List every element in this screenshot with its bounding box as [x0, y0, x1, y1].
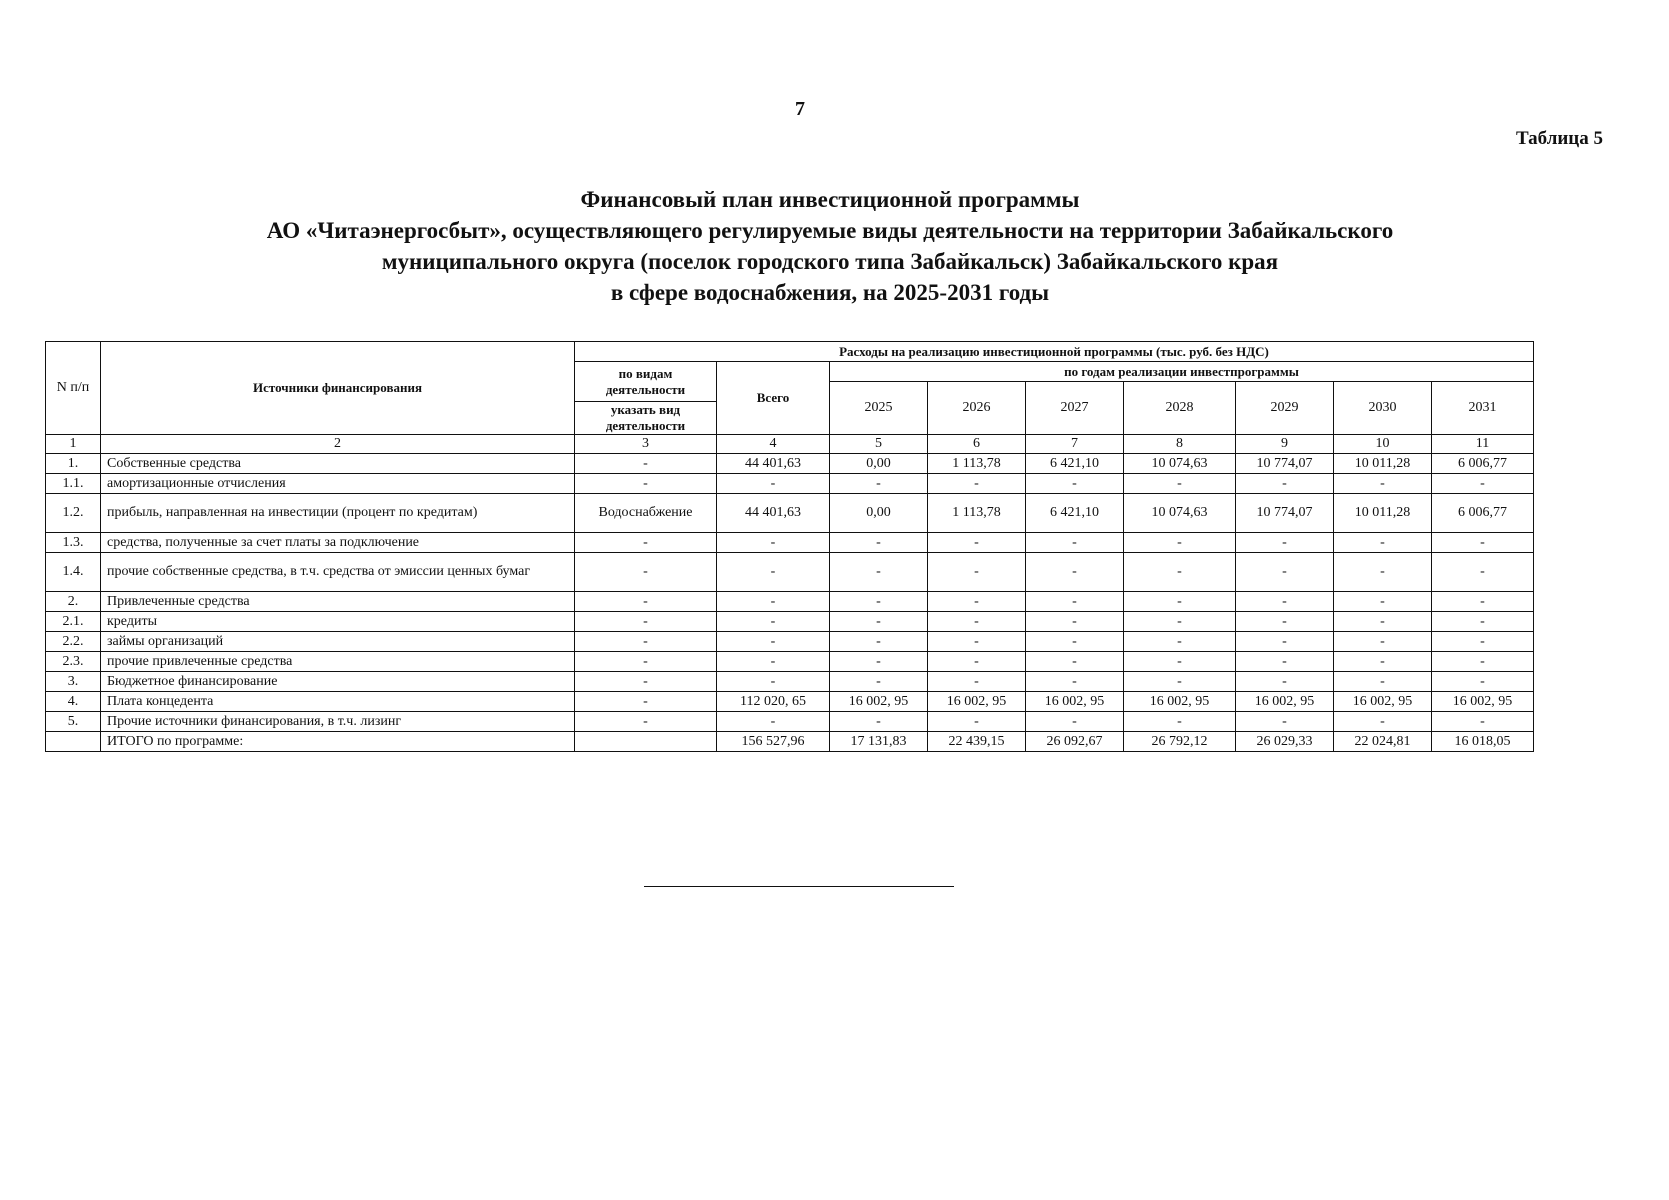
row-number: 2.3.: [46, 652, 101, 672]
row-activity: -: [575, 672, 717, 692]
row-year-value: 16 002, 95: [1236, 692, 1334, 712]
row-year-value: 16 002, 95: [1334, 692, 1432, 712]
row-year-value: -: [830, 553, 928, 592]
row-source-name: займы организаций: [101, 632, 575, 652]
row-year-value: 26 029,33: [1236, 732, 1334, 752]
row-year-value: -: [1026, 474, 1124, 494]
row-year-value: -: [1334, 612, 1432, 632]
row-total: -: [717, 533, 830, 553]
row-number: 2.1.: [46, 612, 101, 632]
table-row: [46, 712, 1534, 732]
row-year-value: -: [1334, 672, 1432, 692]
row-activity: -: [575, 632, 717, 652]
row-activity: -: [575, 553, 717, 592]
row-year-value: 6 006,77: [1432, 454, 1534, 474]
row-year-value: -: [1124, 533, 1236, 553]
row-year-value: -: [928, 533, 1026, 553]
row-activity: -: [575, 454, 717, 474]
column-number: 1: [46, 435, 101, 454]
row-year-value: -: [1236, 652, 1334, 672]
row-source-name: амортизационные отчисления: [101, 474, 575, 494]
page-number: 7: [795, 98, 805, 120]
header-total: Всего: [717, 362, 830, 435]
row-year-value: 10 774,07: [1236, 454, 1334, 474]
table-row: [46, 553, 1534, 592]
row-total: -: [717, 652, 830, 672]
row-activity: Водоснабжение: [575, 494, 717, 533]
row-source-name: Прочие источники финансирования, в т.ч. лизинг: [101, 712, 575, 732]
row-total: -: [717, 672, 830, 692]
table-header: [46, 342, 1534, 435]
row-year-value: -: [1236, 553, 1334, 592]
row-year-value: -: [1334, 592, 1432, 612]
bottom-divider: [644, 886, 954, 887]
row-source-name: Привлеченные средства: [101, 592, 575, 612]
column-number: 8: [1124, 435, 1236, 454]
row-year-value: -: [1432, 474, 1534, 494]
row-year-value: -: [1334, 533, 1432, 553]
row-total: -: [717, 632, 830, 652]
row-year-value: -: [928, 474, 1026, 494]
row-total: -: [717, 553, 830, 592]
table-row: [46, 592, 1534, 612]
row-year-value: 26 792,12: [1124, 732, 1236, 752]
row-year-value: -: [1124, 672, 1236, 692]
header-year-2028: 2028: [1124, 382, 1236, 435]
row-year-value: 16 018,05: [1432, 732, 1534, 752]
table-row: [46, 652, 1534, 672]
row-year-value: -: [1334, 652, 1432, 672]
row-year-value: 10 011,28: [1334, 494, 1432, 533]
row-year-value: -: [928, 672, 1026, 692]
column-number: 11: [1432, 435, 1534, 454]
row-source-name: прибыль, направленная на инвестиции (процент по кредитам): [101, 494, 575, 533]
row-number: 3.: [46, 672, 101, 692]
row-year-value: -: [1432, 533, 1534, 553]
row-year-value: -: [1026, 652, 1124, 672]
row-total: 44 401,63: [717, 494, 830, 533]
row-year-value: -: [830, 612, 928, 632]
row-year-value: -: [1124, 553, 1236, 592]
row-year-value: -: [1124, 652, 1236, 672]
column-number: 4: [717, 435, 830, 454]
row-number: 1.4.: [46, 553, 101, 592]
row-year-value: 10 074,63: [1124, 454, 1236, 474]
title-line-4: в сфере водоснабжения, на 2025-2031 годы: [610, 280, 1050, 305]
row-year-value: -: [830, 592, 928, 612]
row-year-value: 10 011,28: [1334, 454, 1432, 474]
row-activity: -: [575, 652, 717, 672]
row-year-value: -: [1236, 712, 1334, 732]
row-year-value: -: [1432, 672, 1534, 692]
row-year-value: -: [928, 632, 1026, 652]
row-year-value: -: [1124, 592, 1236, 612]
header-source: Источники финансирования: [101, 342, 575, 435]
document-title: [130, 184, 1530, 308]
header-year-2029: 2029: [1236, 382, 1334, 435]
header-year-2026: 2026: [928, 382, 1026, 435]
column-number: 7: [1026, 435, 1124, 454]
header-year-2027: 2027: [1026, 382, 1124, 435]
row-year-value: -: [928, 652, 1026, 672]
row-source-name: прочие собственные средства, в т.ч. средства от эмиссии ценных бумаг: [101, 553, 575, 592]
row-number: [46, 732, 101, 752]
column-number: 10: [1334, 435, 1432, 454]
row-total: 112 020, 65: [717, 692, 830, 712]
row-year-value: -: [1236, 632, 1334, 652]
row-year-value: 0,00: [830, 454, 928, 474]
row-number: 1.1.: [46, 474, 101, 494]
row-year-value: -: [1236, 592, 1334, 612]
row-year-value: -: [1236, 474, 1334, 494]
row-year-value: -: [928, 592, 1026, 612]
row-number: 2.2.: [46, 632, 101, 652]
row-source-name: кредиты: [101, 612, 575, 632]
row-year-value: 26 092,67: [1026, 732, 1124, 752]
table-row: [46, 692, 1534, 712]
row-year-value: -: [1334, 712, 1432, 732]
row-number: 1.: [46, 454, 101, 474]
row-activity: -: [575, 712, 717, 732]
row-year-value: -: [1334, 632, 1432, 652]
row-source-name: Бюджетное финансирование: [101, 672, 575, 692]
row-year-value: -: [928, 612, 1026, 632]
row-year-value: -: [830, 652, 928, 672]
column-number: 5: [830, 435, 928, 454]
row-year-value: 1 113,78: [928, 494, 1026, 533]
row-source-name: ИТОГО по программе:: [101, 732, 575, 752]
row-number: 1.2.: [46, 494, 101, 533]
title-line-1: Финансовый план инвестиционной программы: [580, 187, 1080, 212]
row-year-value: -: [1026, 612, 1124, 632]
row-year-value: 6 421,10: [1026, 454, 1124, 474]
row-year-value: -: [1236, 612, 1334, 632]
row-year-value: -: [1432, 652, 1534, 672]
table-row: [46, 732, 1534, 752]
row-activity: -: [575, 592, 717, 612]
header-year-2025: 2025: [830, 382, 928, 435]
row-year-value: -: [1026, 553, 1124, 592]
header-specify-activity: указать вид деятельности: [575, 402, 717, 435]
column-number: 2: [101, 435, 575, 454]
row-year-value: -: [1124, 474, 1236, 494]
row-year-value: -: [1026, 592, 1124, 612]
column-number-row: [46, 435, 1534, 454]
row-year-value: -: [1124, 712, 1236, 732]
row-year-value: -: [1026, 672, 1124, 692]
row-total: 44 401,63: [717, 454, 830, 474]
table-row: [46, 454, 1534, 474]
column-number: 6: [928, 435, 1026, 454]
title-line-2: АО «Читаэнергосбыт», осуществляющего регулируемые виды деятельности на территории Забайкальского: [266, 218, 1394, 243]
row-year-value: 16 002, 95: [1026, 692, 1124, 712]
table-row: [46, 612, 1534, 632]
row-source-name: средства, полученные за счет платы за подключение: [101, 533, 575, 553]
table-label: Таблица 5: [1515, 128, 1603, 149]
row-year-value: 16 002, 95: [928, 692, 1026, 712]
header-num: N п/п: [46, 342, 101, 435]
row-total: -: [717, 712, 830, 732]
row-year-value: -: [1334, 474, 1432, 494]
row-source-name: Плата концедента: [101, 692, 575, 712]
column-number: 9: [1236, 435, 1334, 454]
table-body: [46, 435, 1534, 752]
financial-plan-table: [45, 341, 1534, 752]
row-year-value: -: [830, 632, 928, 652]
row-number: 1.3.: [46, 533, 101, 553]
header-by-years: по годам реализации инвестпрограммы: [830, 362, 1534, 382]
row-year-value: -: [1432, 592, 1534, 612]
row-number: 5.: [46, 712, 101, 732]
row-year-value: -: [1236, 672, 1334, 692]
table-row: [46, 632, 1534, 652]
table-row: [46, 533, 1534, 553]
header-by-activity: по видам деятельности: [575, 362, 717, 402]
row-year-value: -: [1236, 533, 1334, 553]
title-line-3: муниципального округа (поселок городского типа Забайкальск) Забайкальского края: [381, 249, 1279, 274]
row-year-value: 16 002, 95: [1124, 692, 1236, 712]
row-year-value: -: [830, 672, 928, 692]
header-expenses: Расходы на реализацию инвестиционной программы (тыс. руб. без НДС): [575, 342, 1534, 362]
row-year-value: -: [1432, 632, 1534, 652]
row-year-value: 22 024,81: [1334, 732, 1432, 752]
row-source-name: Собственные средства: [101, 454, 575, 474]
row-activity: [575, 732, 717, 752]
row-year-value: 10 774,07: [1236, 494, 1334, 533]
row-year-value: 1 113,78: [928, 454, 1026, 474]
row-year-value: -: [1124, 612, 1236, 632]
row-year-value: -: [830, 533, 928, 553]
row-year-value: -: [830, 712, 928, 732]
row-year-value: -: [1432, 712, 1534, 732]
row-year-value: -: [928, 553, 1026, 592]
row-total: 156 527,96: [717, 732, 830, 752]
row-year-value: -: [1124, 632, 1236, 652]
table-row: [46, 672, 1534, 692]
row-year-value: -: [1334, 553, 1432, 592]
row-year-value: -: [928, 712, 1026, 732]
row-activity: -: [575, 692, 717, 712]
row-year-value: 0,00: [830, 494, 928, 533]
row-year-value: 16 002, 95: [830, 692, 928, 712]
table-row: [46, 494, 1534, 533]
row-number: 2.: [46, 592, 101, 612]
row-activity: -: [575, 612, 717, 632]
row-total: -: [717, 612, 830, 632]
row-year-value: -: [1026, 533, 1124, 553]
row-year-value: 22 439,15: [928, 732, 1026, 752]
row-year-value: -: [1026, 632, 1124, 652]
header-year-2030: 2030: [1334, 382, 1432, 435]
row-year-value: 17 131,83: [830, 732, 928, 752]
row-year-value: -: [1026, 712, 1124, 732]
row-number: 4.: [46, 692, 101, 712]
row-source-name: прочие привлеченные средства: [101, 652, 575, 672]
column-number: 3: [575, 435, 717, 454]
header-year-2031: 2031: [1432, 382, 1534, 435]
row-year-value: -: [1432, 612, 1534, 632]
row-activity: -: [575, 474, 717, 494]
row-year-value: -: [1432, 553, 1534, 592]
table-row: [46, 474, 1534, 494]
row-year-value: 16 002, 95: [1432, 692, 1534, 712]
row-year-value: 10 074,63: [1124, 494, 1236, 533]
row-year-value: 6 006,77: [1432, 494, 1534, 533]
row-year-value: -: [830, 474, 928, 494]
row-activity: -: [575, 533, 717, 553]
row-total: -: [717, 474, 830, 494]
row-year-value: 6 421,10: [1026, 494, 1124, 533]
row-total: -: [717, 592, 830, 612]
